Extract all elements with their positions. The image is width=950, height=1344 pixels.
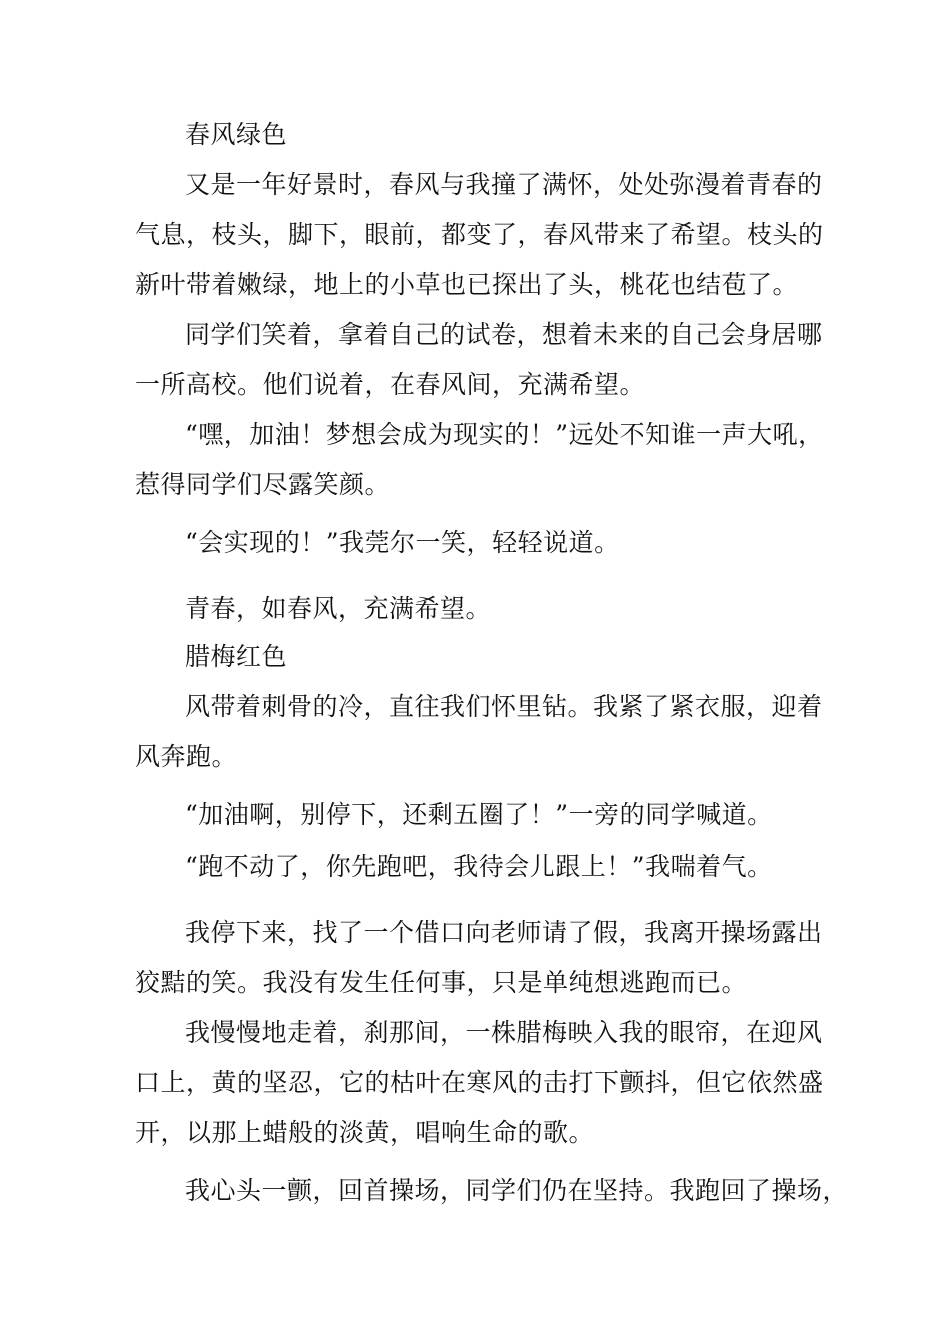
text-line: 气息，枝头，脚下，眼前，都变了，春风带来了希望。枝头的 bbox=[135, 220, 824, 249]
text-line: 狡黠的笑。我没有发生任何事，只是单纯想逃跑而已。 bbox=[135, 968, 748, 997]
text-line: 同学们笑着，拿着自己的试卷，想着未来的自己会身居哪 bbox=[185, 320, 823, 349]
text-line: 惹得同学们尽露笑颜。 bbox=[135, 470, 391, 499]
text-line: “嘿，加油！梦想会成为现实的！”远处不知谁一声大吼， bbox=[185, 420, 824, 449]
text-line: 我慢慢地走着，刹那间，一株腊梅映入我的眼帘，在迎风 bbox=[185, 1018, 823, 1047]
text-line: 又是一年好景时，春风与我撞了满怀，处处弥漫着青春的 bbox=[185, 170, 823, 199]
text-line: “会实现的！”我莞尔一笑，轻轻说道。 bbox=[185, 528, 620, 557]
text-line: 口上，黄的坚忍，它的枯叶在寒风的击打下颤抖，但它依然盛 bbox=[135, 1068, 824, 1097]
text-line: 风带着刺骨的冷，直往我们怀里钻。我紧了紧衣服，迎着 bbox=[185, 692, 823, 721]
text-line: “跑不动了，你先跑吧，我待会儿跟上！”我喘着气。 bbox=[185, 852, 773, 881]
text-line: 一所高校。他们说着，在春风间，充满希望。 bbox=[135, 370, 646, 399]
section-heading-spring: 春风绿色 bbox=[185, 120, 288, 149]
text-line: 开，以那上蜡般的淡黄，唱响生命的歌。 bbox=[135, 1118, 595, 1147]
text-line: 青春，如春风，充满希望。 bbox=[185, 594, 492, 623]
text-line: “加油啊，别停下，还剩五圈了！”一旁的同学喊道。 bbox=[185, 800, 773, 829]
text-line: 风奔跑。 bbox=[135, 742, 238, 771]
text-line: 我心头一颤，回首操场，同学们仍在坚持。我跑回了操场， bbox=[185, 1176, 849, 1205]
text-line: 新叶带着嫩绿，地上的小草也已探出了头，桃花也结苞了。 bbox=[135, 270, 799, 299]
text-line: 我停下来，找了一个借口向老师请了假，我离开操场露出 bbox=[185, 918, 823, 947]
section-heading-wintersweet: 腊梅红色 bbox=[185, 642, 288, 671]
